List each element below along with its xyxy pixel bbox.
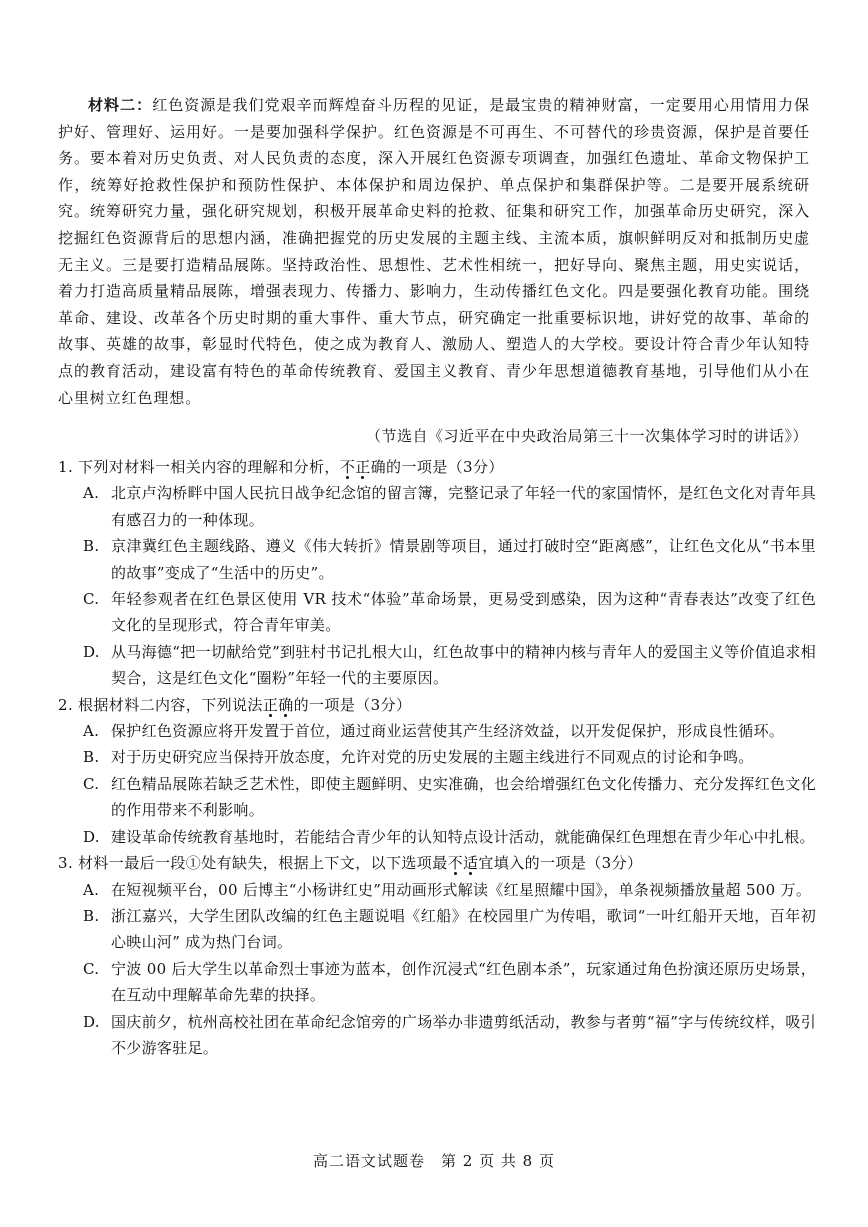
option-text: 浙江嘉兴，大学生团队改编的红色主题说唱《红船》在校园里广为传唱，歌词“一叶红船开天地，百年初心映山河” 成为热门台词。 — [111, 906, 816, 952]
question-1 — [58, 454, 816, 692]
option-text: 对于历史研究应当保持开放态度，允许对党的历史发展的主题主线进行不同观点的讨论和争鸣。 — [111, 748, 754, 767]
question-stem — [58, 850, 816, 876]
option-letter: D. — [83, 1012, 100, 1031]
option-c — [58, 586, 816, 639]
option-text: 年轻参观者在红色景区使用 VR 技术“体验”革命场景，更易受到感染，因为这种“青春表达”改变了红色文化的呈现形式，符合青年审美。 — [111, 590, 816, 635]
option-text: 国庆前夕，杭州高校社团在革命纪念馆旁的广场举办非遗剪纸活动，教参与者剪“福”字与传统纹样，吸引不少游客驻足。 — [111, 1012, 816, 1057]
option-b — [58, 903, 816, 956]
emphasis-text: 不 — [447, 854, 464, 873]
option-text: 宁波 00 后大学生以革命烈士事迹为蓝本，创作沉浸式“红色剧本杀”，玩家通过角色扮演还原历史场景，在互动中理解革命先辈的抉择。 — [111, 959, 816, 1005]
stem-text: 根据材料二内容，下列说法 — [78, 695, 263, 714]
option-letter: B. — [83, 906, 100, 925]
page-footer: 高二语文试题卷 第 2 页 共 8 页 — [313, 1152, 555, 1170]
question-2 — [58, 692, 816, 850]
passage-source: （节选自《习近平在中央政治局第三十一次集体学习时的讲话》） — [365, 427, 808, 445]
emphasis-text: 不 — [339, 458, 356, 476]
emphasis-text: 正 — [262, 695, 279, 714]
option-text: 红色精品展陈若缺乏艺术性，即使主题鲜明、史实准确，也会给增强红色文化传播力、充分发挥红色文化的作用带来不利影响。 — [111, 774, 816, 820]
emphasis-text: 确 — [278, 695, 294, 714]
option-text: 京津冀红色主题线路、遵义《伟大转折》情景剧等项目，通过打破时空“距离感”，让红色文化从“书本里的故事”变成了“生活中的历史”。 — [111, 537, 816, 582]
stem-text: 材料一最后一段①处有缺失，根据上下文，以下选项最 — [78, 854, 448, 873]
option-letter: A. — [83, 722, 100, 741]
option-b — [58, 744, 816, 770]
option-letter: C. — [83, 774, 100, 793]
option-text: 北京卢沟桥畔中国人民抗日战争纪念馆的留言簿，完整记录了年轻一代的家国情怀，是红色文化对青年具有感召力的一种体现。 — [111, 484, 816, 529]
option-text: 从马海德“把一切献给党”到驻村书记扎根大山，红色故事中的精神内核与青年人的爱国主义等价值追求相契合，这是红色文化“圈粉”年轻一代的主要原因。 — [111, 642, 816, 688]
option-a — [58, 480, 816, 533]
option-d — [58, 639, 816, 692]
question-stem — [58, 692, 816, 718]
option-text: 在短视频平台，00 后博主“小杨讲红史”用动画形式解读《红星照耀中国》，单条视频播放量超 500 万。 — [111, 880, 812, 899]
passage-text: 红色资源是我们党艰辛而辉煌奋斗历程的见证，是最宝贵的精神财富，一定要用心用情用力保护好、管理好、运用好。一是要加强科学保护。红色资源是不可再生、不可替代的珍贵资源，保护是首要任务。要本着对历史负责、对人民负责的态度，深入开展红色资源专项调查，加强红色遗址、革命文物保护工作，统筹好抢救性保护和预防性保护、本体保护和周边保护、单点保护和集群保护等。二是要开展系统研究。统筹研究力量，强化研究规划，积极开展革命史料的抢救、征集和研究工作，加强革命历史研究，深入挖掘红色资源背后的思想内涵，准确把握党的历史发展的主题主线、主流本质，旗帜鲜明反对和抵制历史虚无主义。三是要打造精品展陈。坚持政治性、思想性、艺术性相统一，把好导向、聚焦主题，用史实说话，着力打造高质量精品展陈，增强表现力、传播力、影响力，生动传播红色文化。四是要强化教育功能。围绕革命、建设、改革各个历史时期的重大事件、重大节点，研究确定一批重要标识地，讲好党的故事、革命的故事、英雄的故事，彰显时代特色，使之成为教育人、激励人、塑造人的大学校。要设计符合青少年认知特点的教育活动，建设富有特色的革命传统教育、爱国主义教育、青少年思想道德教育基地，引导他们从小在心里树立红色理想。 — [58, 96, 811, 407]
option-letter: A. — [83, 484, 100, 503]
question-3 — [58, 850, 816, 1061]
option-b — [58, 533, 816, 586]
question-number: 2. — [58, 695, 74, 714]
option-c — [58, 956, 816, 1009]
reading-passage — [58, 92, 810, 411]
stem-text: 宜填入的一项是（3分） — [478, 854, 643, 873]
stem-text: 下列对材料一相关内容的理解和分析， — [78, 458, 340, 476]
option-letter: B. — [83, 537, 100, 556]
option-c — [58, 771, 816, 824]
question-number: 1. — [58, 458, 74, 476]
option-a — [58, 718, 816, 744]
option-a — [58, 877, 816, 903]
question-list — [58, 454, 816, 1061]
option-letter: D. — [83, 642, 100, 661]
stem-text: 确的一项是（3分） — [370, 458, 504, 476]
option-letter: B. — [83, 748, 100, 767]
question-number: 3. — [58, 854, 74, 873]
option-letter: A. — [83, 880, 100, 899]
option-text: 建设革命传统教育基地时，若能结合青少年的认知特点设计活动，就能确保红色理想在青少年心中扎根。 — [111, 827, 815, 846]
emphasis-text: 正 — [355, 458, 371, 476]
question-stem — [58, 454, 816, 480]
option-d — [58, 824, 816, 850]
option-letter: C. — [83, 590, 100, 609]
stem-text: 的一项是（3分） — [293, 695, 412, 714]
option-letter: D. — [83, 827, 100, 846]
option-d — [58, 1009, 816, 1062]
passage-label: 材料二： — [88, 96, 153, 114]
option-text: 保护红色资源应将开发置于首位，通过商业运营使其产生经济效益，以开发促保护，形成良性循环。 — [111, 722, 785, 741]
emphasis-text: 适 — [463, 854, 479, 873]
option-letter: C. — [83, 959, 100, 978]
